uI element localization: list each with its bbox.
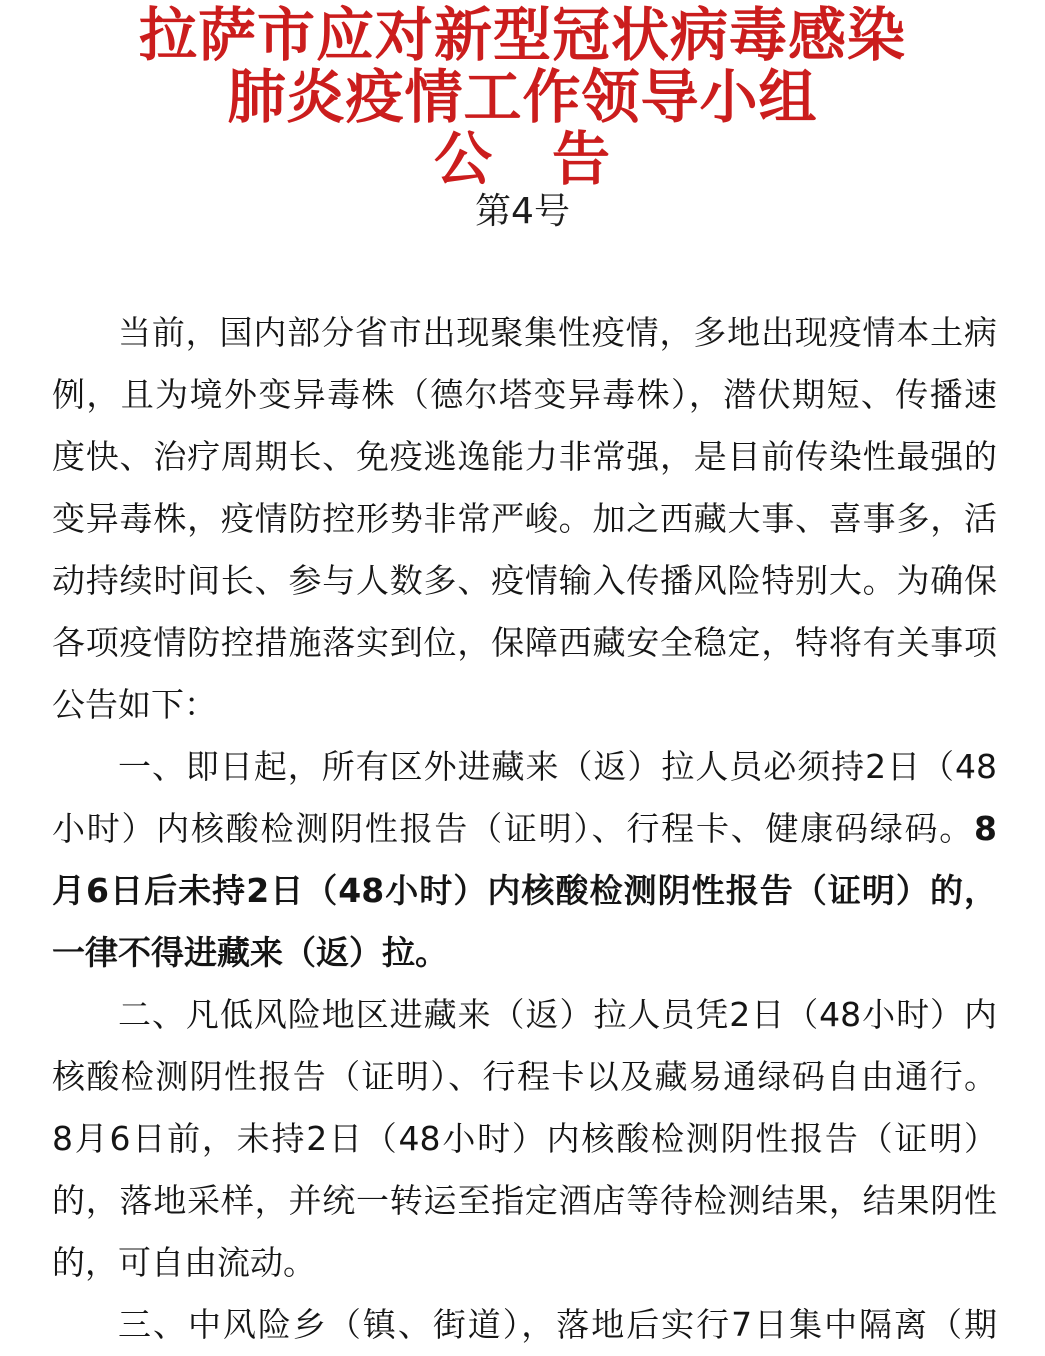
paragraph-item-2 xyxy=(52,984,997,1294)
body-line: 公告如下： xyxy=(52,685,217,724)
body-line: 度快、治疗周期长、免疫逃逸能力非常强，是目前传染性最强的 xyxy=(52,437,997,476)
document-number: 第4号 xyxy=(475,191,570,232)
title-line-2: 肺炎疫情工作领导小组 xyxy=(227,63,818,131)
body-line: 二、凡低风险地区进藏来（返）拉人员凭2日（48小时）内 xyxy=(118,995,997,1034)
document-body xyxy=(52,302,997,1356)
title-line-1: 拉萨市应对新型冠状病毒感染 xyxy=(138,1,906,69)
body-line: 动持续时间长、参与人数多、疫情输入传播风险特别大。为确保 xyxy=(52,561,997,600)
body-line: 核酸检测阴性报告（证明）、行程卡以及藏易通绿码自由通行。 xyxy=(52,1057,997,1096)
body-line: 各项疫情防控措施落实到位，保障西藏安全稳定，特将有关事项 xyxy=(52,623,997,662)
body-line: 月6日后未持2日（48小时）内核酸检测阴性报告（证明）的， xyxy=(52,871,997,910)
body-line: 一律不得进藏来（返）拉。 xyxy=(52,933,448,972)
body-line: 的，可自由流动。 xyxy=(52,1243,316,1282)
body-line: 当前，国内部分省市出现聚集性疫情，多地出现疫情本土病 xyxy=(118,313,997,352)
body-line: 例，且为境外变异毒株（德尔塔变异毒株），潜伏期短、传播速 xyxy=(52,375,997,414)
paragraph-item-3 xyxy=(52,1294,997,1356)
title-line-3: 公 告 xyxy=(433,125,611,193)
paragraph-item-1 xyxy=(52,736,997,984)
body-line-normal-part: 小时）内核酸检测阴性报告（证明）、行程卡、健康码绿码。 xyxy=(52,809,975,848)
body-line: 一、即日起，所有区外进藏来（返）拉人员必须持2日（48 xyxy=(118,747,997,786)
body-line: 三、中风险乡（镇、街道），落地后实行7日集中隔离（期 xyxy=(118,1305,997,1344)
body-line: 8月6日前，未持2日（48小时）内核酸检测阴性报告（证明） xyxy=(52,1119,997,1158)
body-line: 变异毒株，疫情防控形势非常严峻。加之西藏大事、喜事多，活 xyxy=(52,499,997,538)
paragraph-intro xyxy=(52,302,997,736)
document-title xyxy=(0,0,1045,193)
body-line xyxy=(52,798,997,860)
body-line: 的，落地采样，并统一转运至指定酒店等待检测结果，结果阴性 xyxy=(52,1181,997,1220)
body-line-bold-part: 8 xyxy=(974,809,997,848)
